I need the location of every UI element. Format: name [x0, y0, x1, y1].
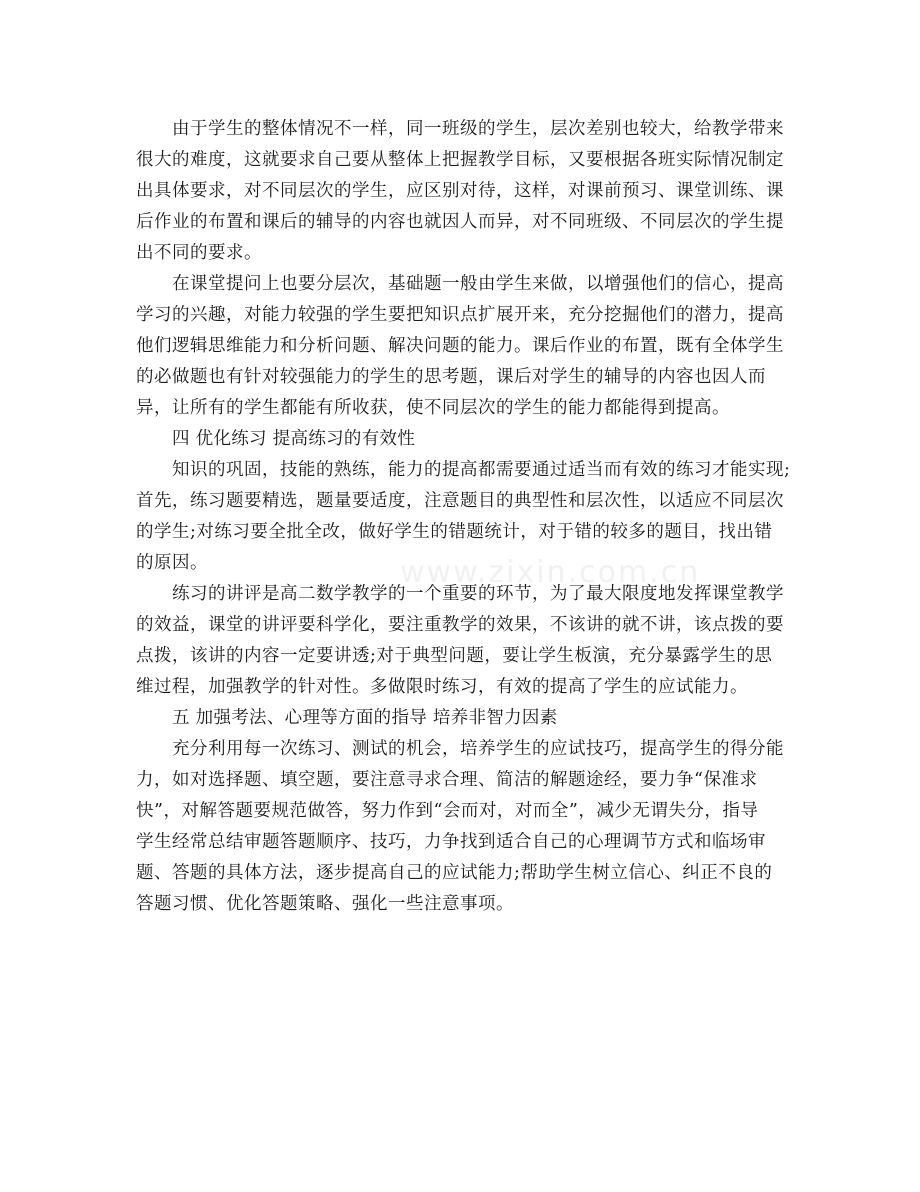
paragraph-1-line-5: 出不同的要求。 — [136, 243, 262, 263]
watermark: www.zixin.com.cn — [400, 555, 701, 590]
paragraph-2-line-2: 学习的兴趣，对能力较强的学生要把知识点扩展开来，充分挖掘他们的潜力，提高 — [136, 305, 784, 325]
paragraph-5-line-5: 题、答题的具体方法，逐步提高自己的应试能力;帮助学生树立信心、纠正不良的 — [136, 863, 773, 883]
paragraph-4-line-1: 练习的讲评是高二数学教学的一个重要的环节，为了最大限度地发挥课堂教学 — [172, 584, 784, 604]
paragraph-4-line-2: 的效益，课堂的讲评要科学化，要注重教学的效果，不该讲的就不讲，该点拨的要 — [136, 615, 784, 635]
paragraph-5-line-6: 答题习惯、优化答题策略、强化一些注意事项。 — [136, 894, 514, 914]
paragraph-3-line-4: 的原因。 — [136, 553, 208, 573]
section-heading-5: 五 加强考法、心理等方面的指导 培养非智力因素 — [172, 708, 558, 728]
paragraph-1-line-4: 后作业的布置和课后的辅导的内容也就因人而异，对不同班级、不同层次的学生提 — [136, 212, 784, 232]
paragraph-3-line-2: 首先，练习题要精选，题量要适度，注意题目的典型性和层次性，以适应不同层次 — [136, 491, 784, 511]
paragraph-3-line-3: 的学生;对练习要全批全改，做好学生的错题统计，对于错的较多的题目，找出错 — [136, 522, 773, 542]
paragraph-3-line-1: 知识的巩固，技能的熟练，能力的提高都需要通过适当而有效的练习才能实现; — [172, 460, 791, 480]
paragraph-1-line-2: 很大的难度，这就要求自己要从整体上把握教学目标，又要根据各班实际情况制定 — [136, 150, 784, 170]
paragraph-4-line-4: 维过程，加强教学的针对性。多做限时练习，有效的提高了学生的应试能力。 — [136, 677, 748, 697]
paragraph-1-line-1: 由于学生的整体情况不一样，同一班级的学生，层次差别也较大，给教学带来 — [172, 119, 784, 139]
paragraph-2-line-3: 他们逻辑思维能力和分析问题、解决问题的能力。课后作业的布置，既有全体学生 — [136, 336, 784, 356]
paragraph-2-line-4: 的必做题也有针对较强能力的学生的思考题，课后对学生的辅导的内容也因人而 — [136, 367, 766, 387]
paragraph-5-line-4: 学生经常总结审题答题顺序、技巧，力争找到适合自己的心理调节方式和临场审 — [136, 832, 766, 852]
document-body — [136, 114, 796, 920]
section-heading-4: 四 优化练习 提高练习的有效性 — [172, 429, 416, 449]
paragraph-2-line-5: 异，让所有的学生都能有所收获，使不同层次的学生的能力都能得到提高。 — [136, 398, 730, 418]
paragraph-4-line-3: 点拨，该讲的内容一定要讲透;对于典型问题，要让学生板演，充分暴露学生的思 — [136, 646, 773, 666]
paragraph-5-line-2: 力，如对选择题、填空题，要注意寻求合理、简洁的解题途经，要力争“保准求 — [136, 770, 758, 790]
paragraph-5-line-3: 快”，对解答题要规范做答，努力作到“会而对，对而全”，减少无谓失分，指导 — [136, 801, 759, 821]
paragraph-1-line-3: 出具体要求，对不同层次的学生，应区别对待，这样，对课前预习、课堂训练、课 — [136, 181, 784, 201]
paragraph-5-line-1: 充分利用每一次练习、测试的机会，培养学生的应试技巧，提高学生的得分能 — [172, 739, 784, 759]
paragraph-2-line-1: 在课堂提问上也要分层次，基础题一般由学生来做，以增强他们的信心，提高 — [172, 274, 784, 294]
